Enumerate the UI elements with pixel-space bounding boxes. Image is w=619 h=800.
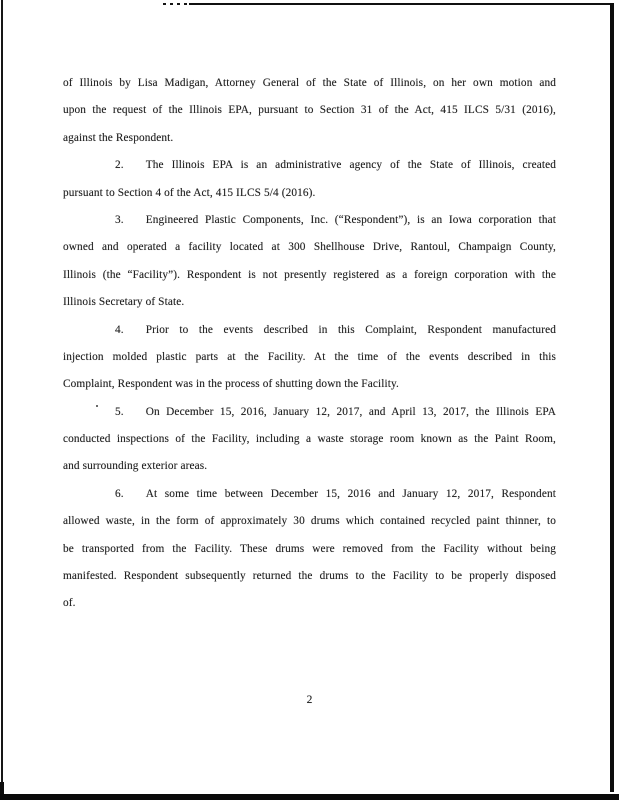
paragraph-number: 5. — [115, 405, 124, 418]
text-line: manifested. Respondent subsequently returned the drums to the Facility to be properly disposed — [63, 570, 556, 583]
text-line: of. — [63, 597, 76, 610]
scan-artifact-left-edge — [1, 0, 3, 784]
text-line: allowed waste, in the form of approximately 30 drums which contained recycled paint thinner, to — [63, 515, 556, 528]
text-line: Illinois Secretary of State. — [63, 296, 185, 309]
text-line: be transported from the Facility. These drums were removed from the Facility without being — [63, 542, 556, 555]
text-line: Complaint, Respondent was in the process of shutting down the Facility. — [63, 378, 399, 391]
page-number: 2 — [306, 694, 313, 706]
text-line: and surrounding exterior areas. — [63, 460, 208, 473]
text-line: 2. The Illinois EPA is an administrative agency of the State of Illinois, created — [115, 159, 556, 172]
text-line: 4. Prior to the events described in this Complaint, Respondent manufactured — [115, 323, 556, 336]
paragraph-number: 3. — [115, 213, 124, 226]
scan-artifact-top-rule — [189, 3, 613, 5]
text-line: owned and operated a facility located at 300 Shellhouse Drive, Rantoul, Champaign County, — [63, 241, 556, 254]
text-line: upon the request of the Illinois EPA, pursuant to Section 31 of the Act, 415 ILCS 5/31 (2016), — [63, 104, 556, 117]
paragraph-number: 6. — [115, 487, 124, 500]
text-line: injection molded plastic parts at the Facility. At the time of the events described in this — [63, 350, 556, 363]
text-line: of Illinois by Lisa Madigan, Attorney General of the State of Illinois, on her own motion and — [63, 77, 556, 89]
text-line: Illinois (the “Facility”). Respondent is not presently registered as a foreign corporation with the — [63, 268, 556, 281]
text-line: 6. At some time between December 15, 2016 and January 12, 2017, Respondent — [115, 487, 556, 500]
text-line: 5. On December 15, 2016, January 12, 2017, and April 13, 2017, the Illinois EPA — [115, 405, 556, 418]
paragraph-number: 4. — [115, 323, 124, 336]
scan-artifact-top-dashes — [163, 3, 189, 5]
text-line: 3. Engineered Plastic Components, Inc. (“Respondent”), is an Iowa corporation that — [115, 213, 556, 226]
scan-artifact-bottom-bar — [0, 794, 619, 800]
scan-artifact-right-edge — [610, 3, 614, 792]
document-body — [63, 70, 556, 618]
text-line: against the Respondent. — [63, 131, 174, 144]
paragraph-number: 2. — [115, 159, 124, 172]
text-line: pursuant to Section 4 of the Act, 415 ILCS 5/4 (2016). — [63, 186, 316, 199]
text-line: conducted inspections of the Facility, including a waste storage room known as the Paint Room, — [63, 433, 556, 446]
